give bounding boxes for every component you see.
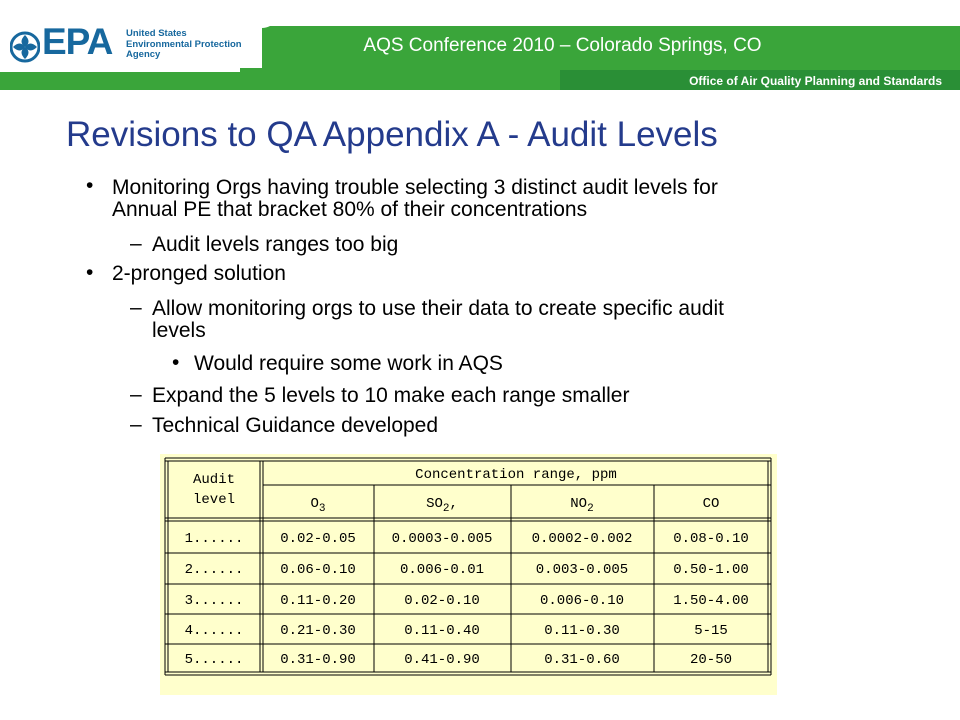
concentration-cell: 0.11-0.40: [404, 623, 480, 639]
slide-title: Revisions to QA Appendix A - Audit Levels: [66, 115, 718, 154]
agency-line: United States: [126, 28, 187, 39]
audit-level-cell: 5......: [184, 652, 244, 668]
agency-line: Agency: [126, 49, 161, 60]
concentration-cell: 0.21-0.30: [280, 623, 356, 639]
concentration-cell: 0.003-0.005: [535, 562, 629, 578]
concentration-cell: 0.0002-0.002: [531, 531, 633, 547]
bullet-text: Technical Guidance developed: [152, 414, 439, 437]
office-name: Office of Air Quality Planning and Standards: [689, 74, 942, 88]
concentration-cell: 0.11-0.20: [280, 593, 356, 609]
audit-level-table: [160, 454, 777, 695]
corner-header-line: level: [192, 492, 236, 508]
concentration-cell: 0.02-0.05: [280, 531, 356, 547]
concentration-cell: 0.08-0.10: [673, 531, 749, 547]
concentration-cell: 20-50: [689, 652, 733, 668]
audit-level-cell: 1......: [184, 531, 244, 547]
bullet-marker: –: [130, 232, 142, 255]
bullet-text: Audit levels ranges too big: [152, 233, 399, 256]
bullet-text: Would require some work in AQS: [194, 352, 503, 375]
audit-level-cell: 2......: [184, 562, 244, 578]
epa-flower-icon: [10, 30, 40, 64]
agency-line: Environmental Protection: [126, 38, 242, 50]
bullet-text: 2-pronged solution: [112, 262, 286, 285]
column-header: $NO_2$: [570, 496, 594, 515]
concentration-cell: 1.50-4.00: [673, 593, 749, 609]
bullet-marker: •: [86, 261, 94, 284]
table-grid: [160, 454, 777, 695]
audit-level-cell: 3......: [184, 593, 244, 609]
concentration-cell: 0.50-1.00: [673, 562, 749, 578]
corner-header-line: Audit: [192, 472, 236, 488]
bullet-marker: –: [130, 296, 142, 319]
bullet-text: Monitoring Orgs having trouble selecting 3 distinct audit levels for: [112, 176, 718, 199]
bullet-text: Expand the 5 levels to 10 make each range smaller: [152, 384, 630, 407]
epa-logo-text: EPA: [42, 21, 113, 62]
concentration-cell: 0.006-0.01: [399, 562, 485, 578]
epa-logo: [0, 0, 262, 72]
concentration-cell: 0.31-0.60: [544, 652, 620, 668]
bullet-text: Allow monitoring orgs to use their data to create specific audit: [152, 297, 724, 320]
concentration-cell: 5-15: [694, 623, 728, 639]
concentration-cell: 0.11-0.30: [544, 623, 620, 639]
column-header: CO: [702, 496, 720, 512]
audit-level-cell: 4......: [184, 623, 244, 639]
group-header: Concentration range, ppm: [415, 467, 617, 483]
bullet-text: levels: [152, 319, 206, 342]
concentration-cell: 0.41-0.90: [404, 652, 480, 668]
column-header: $O_3$: [310, 496, 326, 515]
concentration-cell: 0.31-0.90: [280, 652, 356, 668]
agency-name: [126, 29, 242, 61]
column-header: $SO_2$,: [426, 496, 458, 515]
concentration-cell: 0.06-0.10: [280, 562, 356, 578]
header-banner: [0, 0, 960, 100]
bullet-marker: •: [172, 351, 180, 374]
bullet-text: Annual PE that bracket 80% of their concentrations: [112, 198, 588, 221]
bullet-marker: •: [86, 174, 94, 197]
concentration-cell: 0.0003-0.005: [391, 531, 493, 547]
bullet-marker: –: [130, 383, 142, 406]
bullet-marker: –: [130, 413, 142, 436]
concentration-cell: 0.02-0.10: [404, 593, 480, 609]
conference-title: AQS Conference 2010 – Colorado Springs, CO: [363, 35, 762, 56]
concentration-cell: 0.006-0.10: [539, 593, 625, 609]
